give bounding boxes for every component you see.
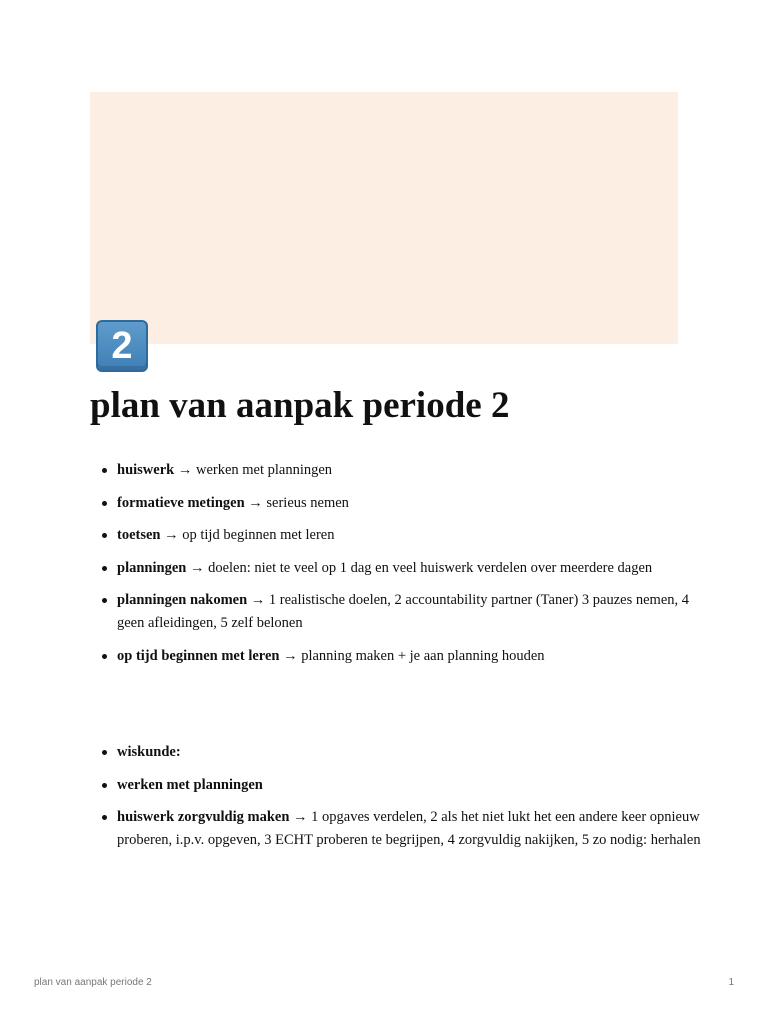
arrow-icon: → <box>177 462 193 478</box>
list-item <box>117 741 717 764</box>
cover-image <box>90 92 678 344</box>
keycap-two-icon <box>96 320 148 372</box>
list-item <box>117 806 717 852</box>
list-item <box>117 557 717 580</box>
footer-page-number: 1 <box>728 977 734 988</box>
list-item-term: huiswerk zorgvuldig maken <box>117 809 290 825</box>
arrow-icon: → <box>248 494 263 511</box>
list-item <box>117 492 717 515</box>
list-item-term: planningen nakomen <box>117 592 248 608</box>
list-item-text: doelen: niet te veel op 1 dag en veel huiswerk verdelen over meerdere dagen <box>208 559 653 576</box>
arrow-icon: → <box>164 527 179 543</box>
list-item-term: werken met planningen <box>117 776 263 793</box>
list-item-term: huiswerk <box>117 462 175 478</box>
list-item-text: 1 realistische doelen, 2 accountability partner (Taner) 3 pauzes nemen, 4 geen afleidingen, 5 zelf belonen <box>117 592 690 631</box>
page-title: plan van aanpak periode 2 <box>90 385 510 426</box>
list-item <box>117 524 717 547</box>
list-item-term: op tijd beginnen met leren <box>117 647 280 664</box>
arrow-icon: → <box>250 592 266 608</box>
footer-title: plan van aanpak periode 2 <box>34 977 152 988</box>
arrow-icon: → <box>283 647 298 664</box>
list-item-text: op tijd beginnen met leren <box>182 527 335 543</box>
list-item-text: 1 opgaves verdelen, 2 als het niet lukt het een andere keer opnieuw proberen, i.p.v. opgeven, 3 ECHT proberen te begrijpen, 4 zorgvuldig nakijken, 5 zo nodig: herhalen <box>117 809 701 848</box>
bullet-list-wiskunde <box>90 741 717 862</box>
arrow-icon: → <box>293 809 308 825</box>
page-icon-text: 2 <box>111 325 133 367</box>
list-item-term: toetsen <box>117 527 161 543</box>
bullet-list-periode <box>90 459 717 677</box>
list-item <box>117 589 717 635</box>
list-item-term: formatieve metingen <box>117 494 245 511</box>
list-item-term: wiskunde: <box>117 744 181 760</box>
arrow-icon: → <box>189 559 205 576</box>
list-item <box>117 774 717 797</box>
list-item <box>117 645 717 668</box>
list-item-term: planningen <box>117 559 187 576</box>
list-item-text: planning maken + je aan planning houden <box>301 647 545 664</box>
list-item <box>117 459 717 482</box>
list-item-text: serieus nemen <box>266 494 349 511</box>
list-item-text: werken met planningen <box>195 462 333 478</box>
